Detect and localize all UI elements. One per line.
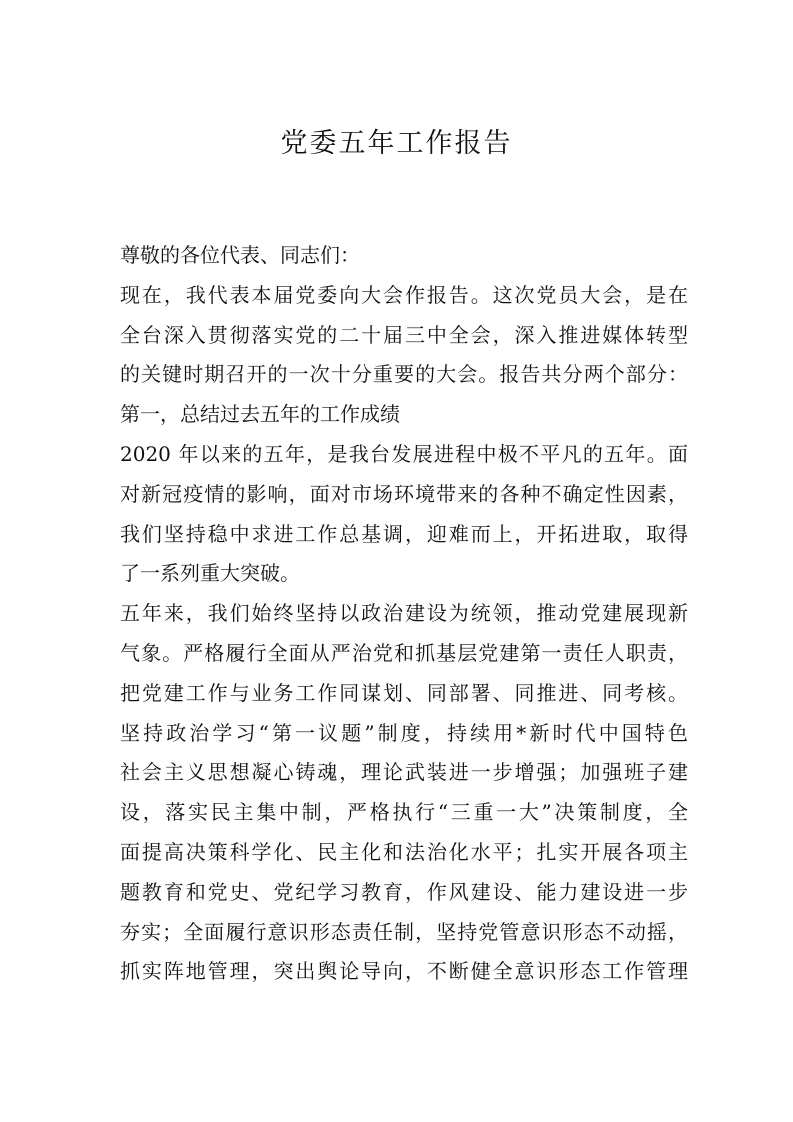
paragraph-line: 题教育和党史、党纪学习教育，作风建设、能力建设进一步 bbox=[120, 879, 688, 904]
paragraph-line: 现在，我代表本届党委向大会作报告。这次党员大会，是在 bbox=[120, 282, 688, 307]
section-heading: 第一，总结过去五年的工作成绩 bbox=[120, 402, 400, 427]
paragraph-line: 坚持政治学习“第一议题”制度，持续用*新时代中国特色 bbox=[120, 720, 688, 745]
document-title: 党委五年工作报告 bbox=[280, 128, 513, 159]
paragraph-line: 面提高决策科学化、民主化和法治化水平；扎实开展各项主 bbox=[120, 839, 688, 864]
paragraph-line: 五年来，我们始终坚持以政治建设为统领，推动党建展现新 bbox=[120, 601, 688, 626]
salutation-line: 尊敬的各位代表、同志们： bbox=[120, 243, 360, 267]
paragraph-line: 对新冠疫情的影响，面对市场环境带来的各种不确定性因素， bbox=[120, 481, 688, 506]
paragraph-line: 抓实阵地管理，突出舆论导向，不断健全意识形态工作管理 bbox=[120, 959, 688, 984]
paragraph-line: 社会主义思想凝心铸魂，理论武装进一步增强；加强班子建 bbox=[120, 760, 688, 785]
paragraph-line: 把党建工作与业务工作同谋划、同部署、同推进、同考核。 bbox=[120, 680, 688, 705]
document-body bbox=[120, 236, 688, 992]
paragraph-line: 2020 年以来的五年，是我台发展进程中极不平凡的五年。面 bbox=[120, 441, 688, 466]
paragraph-line: 的关键时期召开的一次十分重要的大会。报告共分两个部分： bbox=[120, 362, 688, 387]
paragraph-line: 了一系列重大突破。 bbox=[120, 561, 300, 586]
paragraph-line: 夯实；全面履行意识形态责任制，坚持党管意识形态不动摇， bbox=[120, 919, 688, 944]
paragraph-line: 设，落实民主集中制，严格执行“三重一大”决策制度，全 bbox=[120, 800, 688, 825]
paragraph-line: 全台深入贯彻落实党的二十届三中全会，深入推进媒体转型 bbox=[120, 322, 688, 347]
paragraph-line: 我们坚持稳中求进工作总基调，迎难而上，开拓进取，取得 bbox=[120, 521, 688, 546]
paragraph-line: 气象。严格履行全面从严治党和抓基层党建第一责任人职责， bbox=[120, 640, 688, 665]
